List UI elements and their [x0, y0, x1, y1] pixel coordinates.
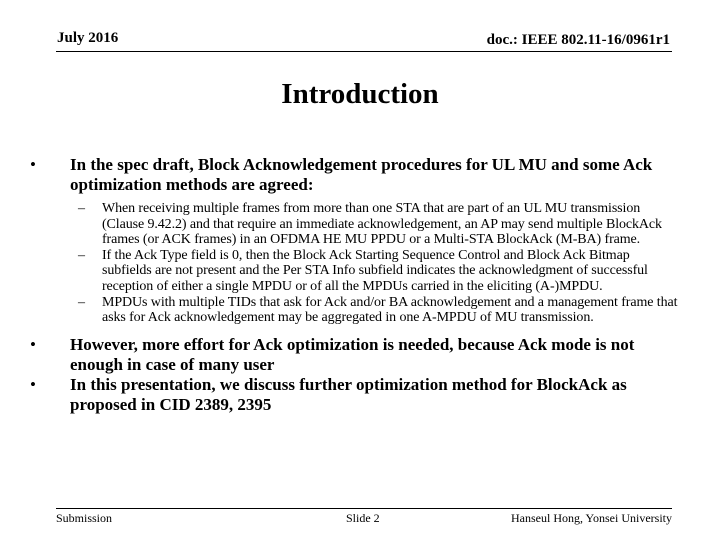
footer-author: Hanseul Hong, Yonsei University: [511, 511, 672, 525]
sub-bullet-2: [78, 247, 680, 295]
bullet-dot: •: [30, 155, 36, 174]
sub-bullet-3-text: MPDUs with multiple TIDs that ask for Ack and/or BA acknowledgement and a management frame that asks for Ack acknowledgement may be aggregated in one A-MPDU of MU transmission.: [102, 294, 678, 326]
bullet-dot: •: [30, 374, 36, 394]
bullet-dot: •: [30, 334, 36, 354]
header-divider: [56, 51, 672, 52]
bullet-1: [30, 155, 680, 195]
footer-slide-number: Slide 2: [346, 511, 380, 525]
bullet-3-text: In this presentation, we discuss further optimization method for BlockAck as proposed in CID 2389, 2395: [70, 374, 627, 414]
sub-bullet-2-text: If the Ack Type field is 0, then the Block Ack Starting Sequence Control and Block Ack Bitmap subfields are not present and the Per STA Info subfield indicates the acknowledgment of successful reception of either a single MPDU or of all the MPDUs carried in the eliciting (A-)MPDU.: [102, 247, 648, 294]
bullet-3: [30, 375, 680, 415]
slide-body: [30, 155, 680, 415]
footer: [56, 508, 672, 528]
footer-submission: Submission: [56, 511, 113, 525]
sub-bullet-3: [78, 294, 680, 326]
slide-title: Introduction: [281, 78, 439, 110]
sub-bullet-dash: –: [78, 247, 85, 263]
header-date: July 2016: [57, 30, 119, 46]
sub-bullet-1-text: When receiving multiple frames from more than one STA that are part of an UL MU transmission (Clause 9.42.2) and that require an immediate acknowledgement, an AP may send multiple BlockAck frames (or ACK frames) in an OFDMA HE MU PPDU or a Multi-STA BlockAck (M-BA) frame.: [102, 201, 662, 248]
footer-divider: [56, 508, 672, 509]
bullet-2-text: However, more effort for Ack optimization is needed, because Ack mode is not enough in case of many user: [70, 334, 635, 374]
bullet-2: [30, 335, 680, 375]
bullet-1-text: In the spec draft, Block Acknowledgement procedures for UL MU and some Ack optimization methods are agreed:: [70, 155, 653, 194]
bullet-1-sublist: [78, 201, 680, 326]
sub-bullet-1: [78, 201, 680, 248]
sub-bullet-dash: –: [78, 201, 85, 216]
sub-bullet-dash: –: [78, 294, 85, 310]
header-doc-id: doc.: IEEE 802.11-16/0961r1: [486, 32, 670, 48]
